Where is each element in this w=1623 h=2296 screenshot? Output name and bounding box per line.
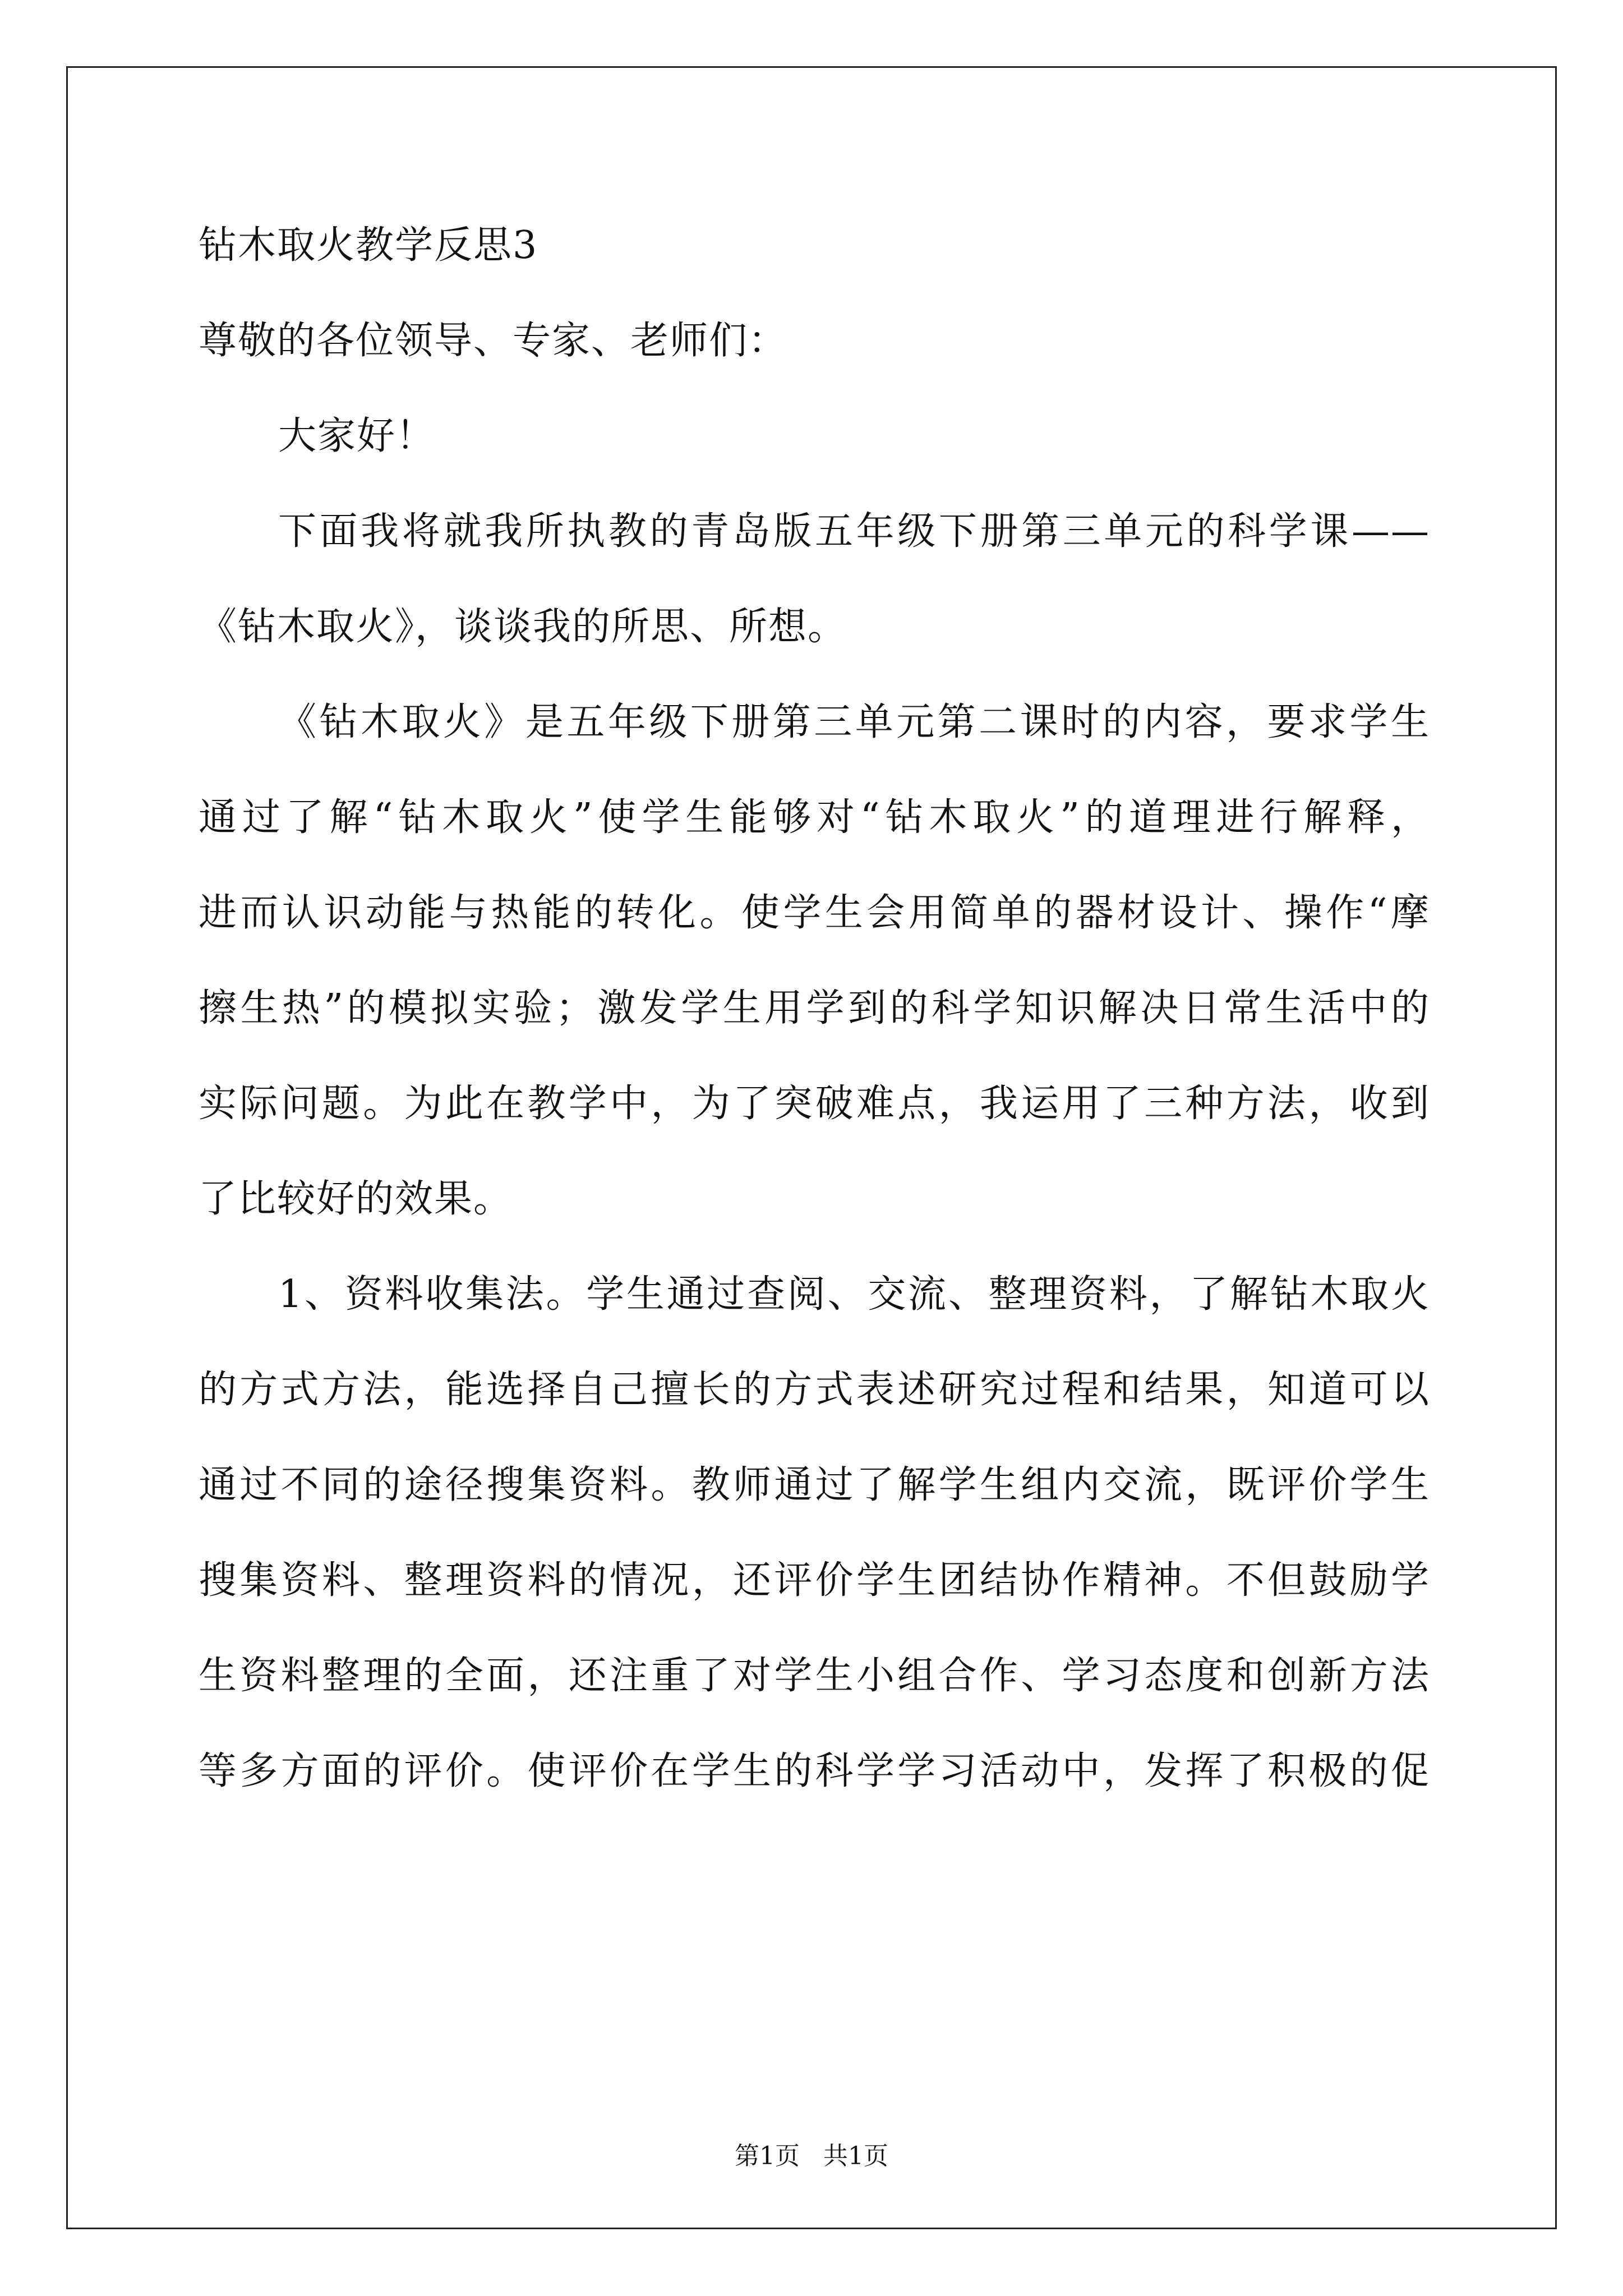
paragraph-line: 通过了解“钻木取火”使学生能够对“钻木取火”的道理进行解释， bbox=[199, 795, 1430, 840]
paragraph-line: 擦生热”的模拟实验；激发学生用学到的科学知识解决日常生活中的 bbox=[199, 986, 1430, 1030]
salutation: 尊敬的各位领导、专家、老师们： bbox=[199, 319, 788, 363]
paragraph-line: 1、资料收集法。学生通过查阅、交流、整理资料，了解钻木取火 bbox=[278, 1272, 1430, 1317]
paragraph-line: 的方式方法，能选择自己擅长的方式表述研究过程和结果，知道可以 bbox=[199, 1368, 1430, 1412]
page-border bbox=[66, 66, 1557, 2229]
page-number-footer: 第1页 共1页 bbox=[735, 2142, 888, 2170]
paragraph-line: 《钻木取火》，谈谈我的所思、所想。 bbox=[199, 605, 847, 649]
paragraph-line: 进而认识动能与热能的转化。使学生会用简单的器材设计、操作“摩 bbox=[199, 891, 1430, 935]
paragraph-line: 通过不同的途径搜集资料。教师通过了解学生组内交流，既评价学生 bbox=[199, 1463, 1430, 1507]
paragraph-line: 搜集资料、整理资料的情况，还评价学生团结协作精神。不但鼓励学 bbox=[199, 1558, 1430, 1603]
greeting: 大家好！ bbox=[278, 414, 436, 458]
paragraph-line: 了比较好的效果。 bbox=[199, 1177, 513, 1221]
paragraph-line: 生资料整理的全面，还注重了对学生小组合作、学习态度和创新方法 bbox=[199, 1654, 1430, 1698]
paragraph-line: 等多方面的评价。使评价在学生的科学学习活动中，发挥了积极的促 bbox=[199, 1749, 1430, 1793]
document-title: 钻木取火教学反思3 bbox=[199, 223, 538, 268]
paragraph-line: 下面我将就我所执教的青岛版五年级下册第三单元的科学课—— bbox=[278, 509, 1430, 554]
paragraph-line: 《钻木取火》是五年级下册第三单元第二课时的内容，要求学生 bbox=[278, 700, 1430, 744]
paragraph-line: 实际问题。为此在教学中，为了突破难点，我运用了三种方法，收到 bbox=[199, 1082, 1430, 1126]
